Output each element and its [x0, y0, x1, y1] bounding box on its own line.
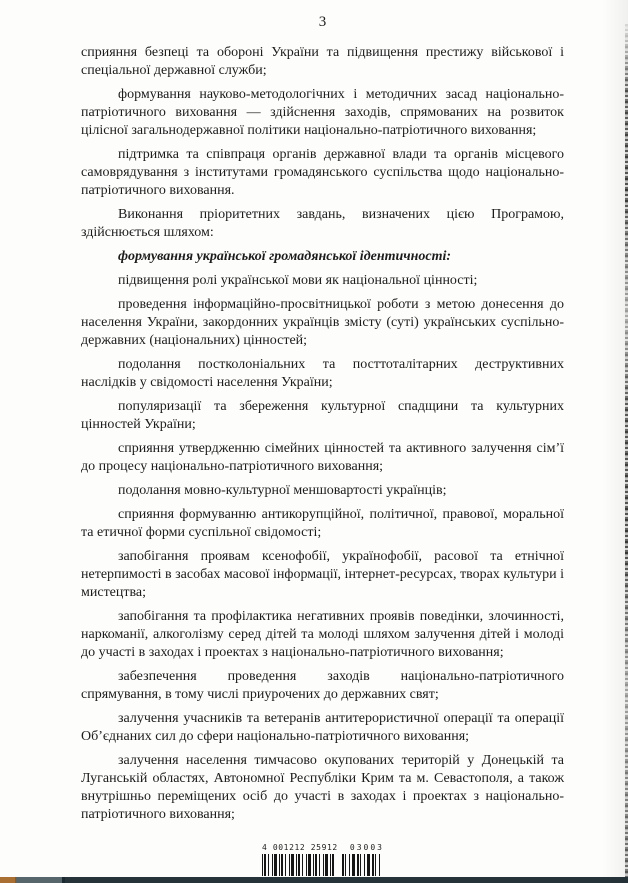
barcode-icon — [262, 854, 384, 876]
paragraph: підтримка та співпраця органів державної влади та органів місцевого самоврядування з інститутами громадянського суспільства щодо національно-патріотичного виховання. — [81, 147, 564, 198]
page-number: 3 — [318, 14, 327, 30]
barcode-bars-right — [342, 854, 380, 876]
scan-bottom-band — [0, 877, 628, 883]
band-gray-segment — [15, 877, 65, 883]
paragraph: формування української громадянської ідентичності: — [118, 249, 452, 264]
paragraph: залучення учасників та ветеранів антитерористичної операції та операції Об’єднаних сил до сфери національно-патріотичного виховання; — [81, 711, 564, 744]
paragraph: популяризації та збереження культурної спадщини та культурних цінностей України; — [81, 399, 564, 432]
paragraph: Виконання пріоритетних завдань, визначених цією Програмою, здійснюється шляхом: — [81, 207, 564, 240]
barcode-digits-left: 4 001212 25912 — [262, 843, 338, 852]
paragraph: подолання мовно-культурної меншовартості українців; — [118, 483, 447, 498]
paragraph: проведення інформаційно-просвітницької роботи з метою донесення до населення України, закордонних українців змісту (суті) українських суспільно-державних (національних) цінностей; — [81, 297, 564, 348]
band-orange-segment — [0, 877, 15, 883]
paragraph: запобігання та профілактика негативних проявів поведінки, злочинності, наркоманії, алкоголізму серед дітей та молоді шляхом залучення дітей і молоді до участі в заходах і проектах з національно-патріотичного виховання; — [81, 609, 564, 660]
barcode-digits-right: 03003 — [349, 843, 384, 852]
paragraph: подолання постколоніальних та посттоталітарних деструктивних наслідків у свідомості населення України; — [81, 357, 564, 390]
paragraph: запобігання проявам ксенофобії, українофобії, расової та етнічної нетерпимості в засобах масової інформації, інтернет-ресурсах, творах культури і мистецтва; — [81, 549, 564, 600]
barcode-bars-left — [262, 854, 336, 876]
paragraph: залучення населення тимчасово окупованих територій у Донецькій та Луганській областях, Автономної Республіки Крим та м. Севастополя, а також внутрішньо переміщених осіб до участі в заходах і проектах з національно-патріотичного виховання; — [81, 753, 564, 822]
paragraph: сприяння формуванню антикорупційної, політичної, правової, моральної та етичної форми суспільної свідомості; — [81, 507, 564, 540]
document-text — [81, 44, 564, 830]
paragraph: сприяння утвердженню сімейних цінностей та активного залучення сім’ї до процесу національно-патріотичного виховання; — [81, 441, 564, 474]
paragraph: забезпечення проведення заходів національно-патріотичного спрямування, в тому числі приурочених до державних свят; — [81, 669, 564, 702]
paragraph: формування науково-методологічних і методичних засад національно-патріотичного виховання — здійснення заходів, спрямованих на розвиток цілісної загальнодержавної політики національно-патріотичного виховання; — [81, 87, 564, 138]
paragraph: сприяння безпеці та обороні України та підвищення престижу військової і спеціальної державної служби; — [81, 45, 564, 78]
barcode — [262, 843, 384, 876]
paragraph: підвищення ролі української мови як національної цінності; — [118, 273, 478, 288]
barcode-digits — [262, 843, 384, 853]
